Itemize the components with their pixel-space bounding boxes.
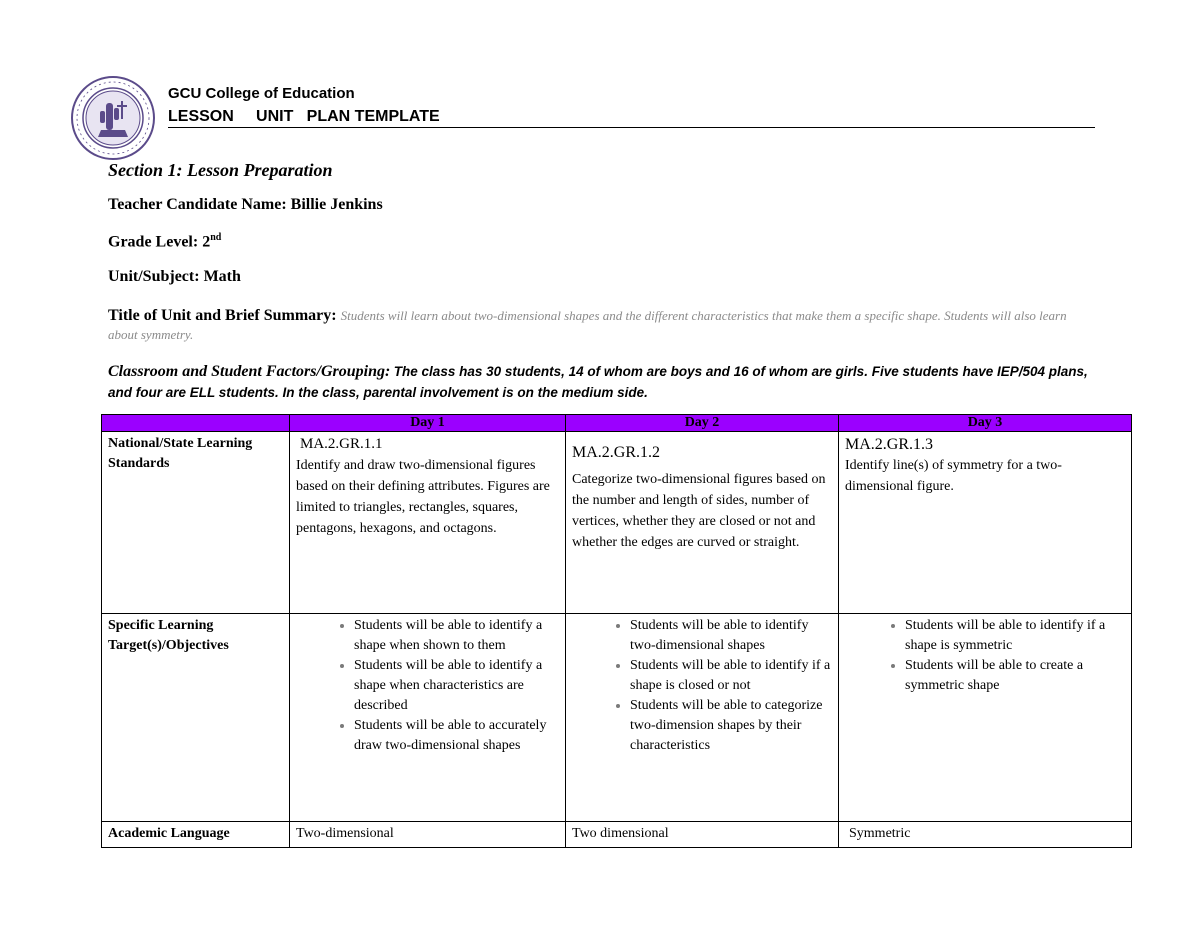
list-item: • Students will be able to identify if a shape is closed or not	[630, 656, 832, 696]
template-title: LESSON UNIT PLAN TEMPLATE	[168, 108, 440, 125]
table-row-objectives	[102, 614, 1132, 822]
objectives-label: Specific Learning Target(s)/Objectives	[102, 614, 290, 822]
grade-value: 2	[202, 233, 211, 251]
list-item: • Students will be able to identify a shape when characteristics are described	[354, 656, 559, 716]
table-header-row	[102, 415, 1132, 432]
objective-list	[296, 616, 559, 756]
header-day-3: Day 3	[839, 415, 1132, 432]
section-title: Section 1: Lesson Preparation	[108, 160, 333, 180]
standard-day-2	[566, 432, 839, 614]
standards-label: National/State Learning Standards	[102, 432, 290, 614]
grade-label: Grade Level:	[108, 233, 199, 251]
standard-text: Categorize two-dimensional figures based on the number and length of sides, number of vertices, whether they are closed or not and whether the edges are curved or straight.	[572, 472, 826, 550]
summary-text: Students will learn about two-dimensional shapes and the different characteristics that make them a specific shape. Students will also learn about symmetry.	[108, 308, 1067, 342]
lesson-plan-table	[101, 414, 1132, 848]
subject-value: Math	[203, 268, 241, 285]
objectives-day-3	[839, 614, 1132, 822]
header-cell-empty	[102, 415, 290, 432]
list-item: • Students will be able to accurately draw two-dimensional shapes	[354, 716, 559, 756]
objectives-day-1	[290, 614, 566, 822]
classroom-factors	[108, 362, 1093, 404]
objective-list	[572, 616, 832, 756]
standard-code: MA.2.GR.1.2	[572, 444, 661, 461]
objectives-day-2	[566, 614, 839, 822]
standard-day-3	[839, 432, 1132, 614]
grade-suffix: nd	[210, 232, 222, 243]
standard-text: Identify line(s) of symmetry for a two-dimensional figure.	[845, 458, 1062, 494]
org-name: GCU College of Education	[168, 85, 355, 102]
teacher-field	[108, 196, 383, 214]
table-row-language	[102, 822, 1132, 848]
standard-code: MA.2.GR.1.3	[845, 436, 934, 453]
objective-list	[845, 616, 1125, 696]
list-item: • Students will be able to identify if a shape is symmetric	[905, 616, 1125, 656]
table-row-standards	[102, 432, 1132, 614]
standard-day-1	[290, 432, 566, 614]
language-day-3: Symmetric	[839, 822, 1132, 848]
subject-field	[108, 268, 241, 286]
list-item: • Students will be able to identify two-dimensional shapes	[630, 616, 832, 656]
language-day-2: Two dimensional	[566, 822, 839, 848]
header-day-1: Day 1	[290, 415, 566, 432]
header-day-2: Day 2	[566, 415, 839, 432]
list-item: • Students will be able to identify a shape when shown to them	[354, 616, 559, 656]
standard-code: MA.2.GR.1.1	[300, 436, 383, 452]
university-seal-icon	[70, 75, 156, 161]
teacher-value: Billie Jenkins	[290, 196, 383, 213]
unit-summary	[108, 306, 1093, 344]
list-item: • Students will be able to create a symmetric shape	[905, 656, 1125, 696]
language-label: Academic Language	[102, 822, 290, 848]
subject-label: Unit/Subject:	[108, 268, 200, 285]
header-rule	[168, 127, 1095, 128]
factors-label: Classroom and Student Factors/Grouping:	[108, 363, 391, 380]
grade-field	[108, 232, 221, 251]
standard-text: Identify and draw two-dimensional figures based on their defining attributes. Figures are limited to triangles, rectangles, squares, pentagons, hexagons, and octagons.	[296, 458, 550, 536]
summary-label: Title of Unit and Brief Summary:	[108, 307, 337, 324]
list-item: • Students will be able to categorize two-dimension shapes by their characteristics	[630, 696, 832, 756]
factors-text: The class has 30 students, 14 of whom are boys and 16 of whom are girls. Five students have IEP/504 plans, and four are ELL students. In the class, parental involvement is on the medium side.	[108, 364, 1088, 400]
teacher-label: Teacher Candidate Name:	[108, 196, 287, 213]
language-day-1: Two-dimensional	[290, 822, 566, 848]
